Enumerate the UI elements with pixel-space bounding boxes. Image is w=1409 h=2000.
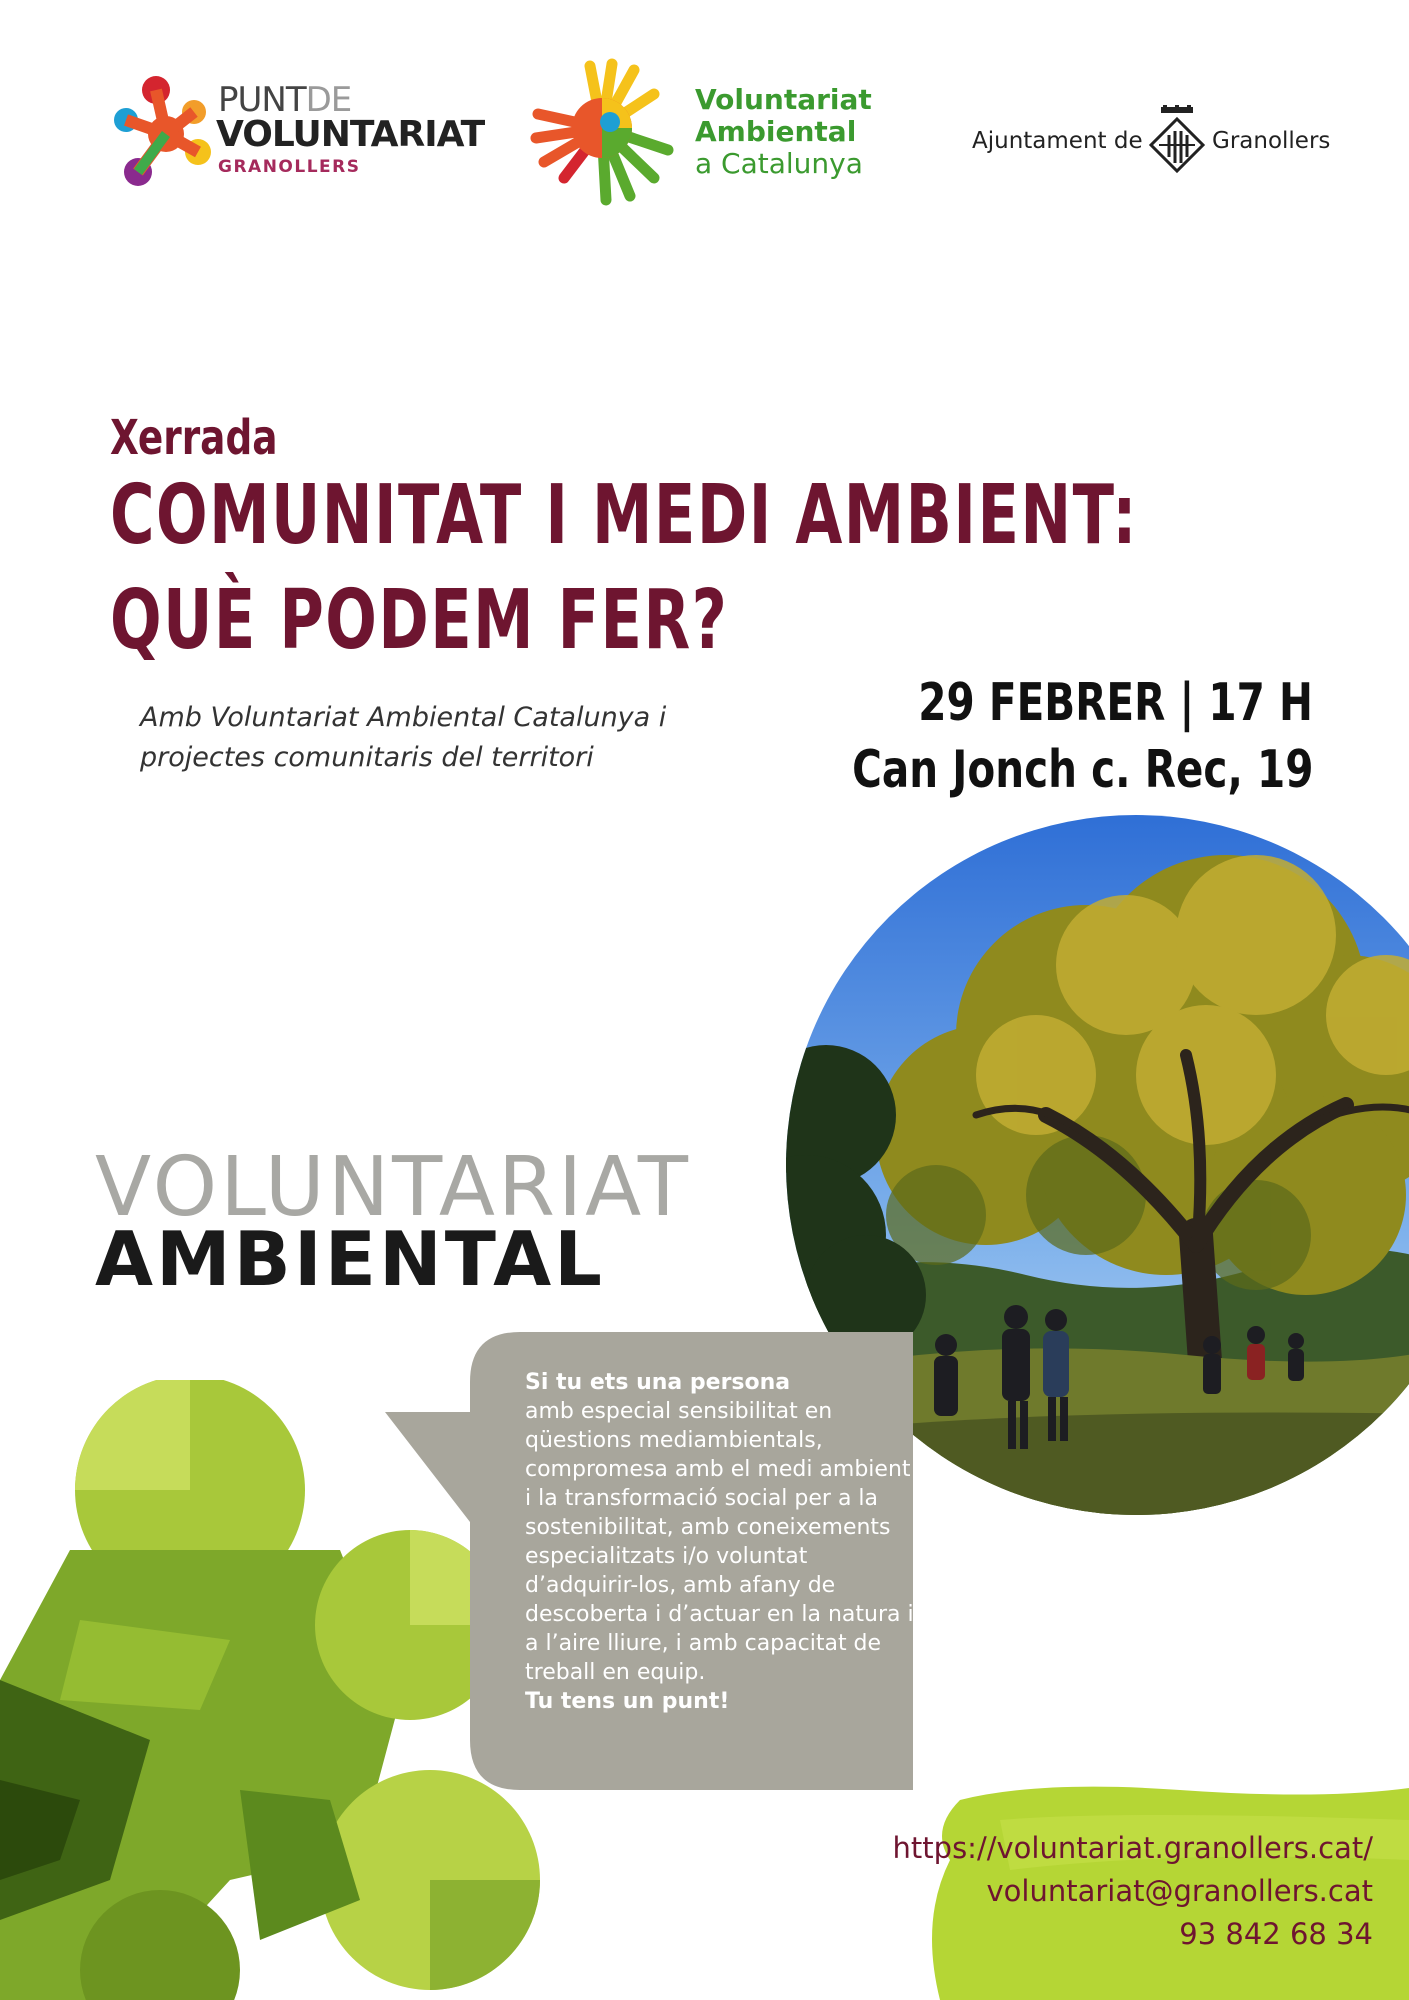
event-subtitle-line2: projectes comunitaris del territori xyxy=(140,742,594,773)
punt-logo-line1: PUNTDE xyxy=(218,80,352,120)
event-date: 29 FEBRER | 17 H xyxy=(918,673,1313,733)
bubble-body: amb especial sensibilitat en qüestions mediambientals, compromesa amb el medi ambient i la transformació social per a la sostenibilitat, amb coneixements especialitzats i/o voluntat d’adquirir-los, amb afany de descoberta i d’actuar en la natura i a l’aire lliure, i amb capacitat de treball en equip. xyxy=(525,1399,914,1685)
bubble-text xyxy=(525,1368,915,1716)
contact-email-link[interactable]: voluntariat@granollers.cat xyxy=(986,1874,1373,1908)
punt-logo-line3: GRANOLLERS xyxy=(218,157,361,177)
event-title-line2: QUÈ PODEM FER? xyxy=(110,573,729,668)
hands-logo-icon xyxy=(530,58,675,206)
ajuntament-logo-right: Granollers xyxy=(1212,128,1331,154)
contact-block xyxy=(893,1827,1373,1956)
brand-line1: VOLUNTARIAT xyxy=(95,1140,691,1235)
ajuntament-granollers-logo xyxy=(972,100,1352,180)
event-title-line1: COMUNITAT I MEDI AMBIENT: xyxy=(110,468,1138,563)
contact-url-link[interactable]: https://voluntariat.granollers.cat/ xyxy=(892,1831,1373,1865)
event-kicker: Xerrada xyxy=(110,410,278,466)
punt-voluntariat-logo-icon xyxy=(110,72,215,192)
brand-line2: AMBIENTAL xyxy=(95,1215,605,1303)
punt-logo-line2: VOLUNTARIAT xyxy=(216,114,485,155)
vac-logo-line1: Voluntariat xyxy=(695,83,872,116)
event-subtitle-line1: Amb Voluntariat Ambiental Catalunya i xyxy=(140,702,667,733)
vac-logo-line2: Ambiental xyxy=(695,115,857,148)
bubble-lead: Si tu ets una persona xyxy=(525,1370,791,1395)
bubble-tail: Tu tens un punt! xyxy=(525,1689,730,1714)
vac-logo-line3: a Catalunya xyxy=(695,147,863,180)
voluntariat-ambiental-catalunya-logo xyxy=(530,58,900,208)
coat-of-arms-icon xyxy=(1147,105,1207,175)
contact-phone[interactable]: 93 842 68 34 xyxy=(1179,1917,1373,1951)
punt-de-voluntariat-logo xyxy=(110,70,490,200)
ajuntament-logo-left: Ajuntament de xyxy=(972,128,1143,154)
event-subtitle xyxy=(140,698,780,778)
event-place: Can Jonch c. Rec, 19 xyxy=(851,740,1313,800)
vac-logo-text xyxy=(695,84,872,180)
